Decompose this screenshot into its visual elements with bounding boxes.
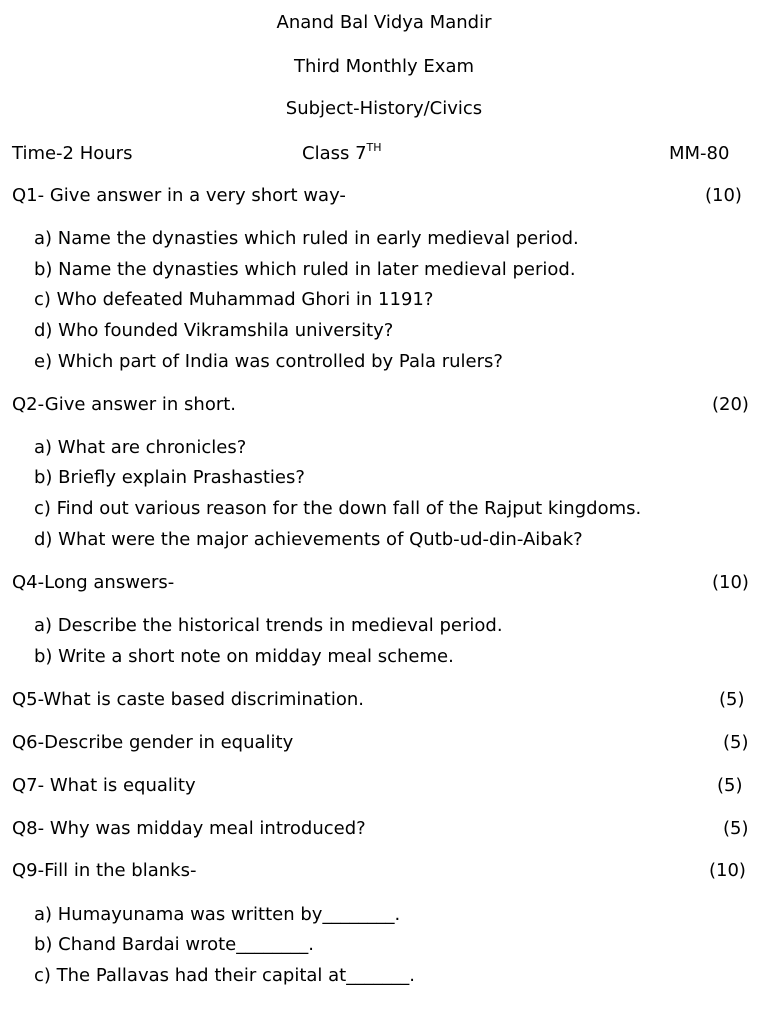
q9-item-a: a) Humayunama was written by________. [34, 904, 401, 925]
q4-item-a: a) Describe the historical trends in medieval period. [34, 615, 503, 636]
q1-item-e: e) Which part of India was controlled by Pala rulers? [34, 351, 503, 372]
q2-item-a: a) What are chronicles? [34, 437, 247, 458]
q1-item-d: d) Who founded Vikramshila university? [34, 320, 394, 341]
q1-title: Q1- Give answer in a very short way- [12, 185, 346, 206]
q5-marks: (5) [719, 689, 745, 710]
q1-item-c: c) Who defeated Muhammad Ghori in 1191? [34, 289, 434, 310]
exam-title: Third Monthly Exam [293, 56, 475, 77]
school-name: Anand Bal Vidya Mandir [276, 12, 492, 33]
q1-item-b: b) Name the dynasties which ruled in later medieval period. [34, 259, 576, 280]
q4-marks: (10) [712, 572, 749, 593]
q4-item-b: b) Write a short note on midday meal scheme. [34, 646, 454, 667]
q8-marks: (5) [723, 818, 749, 839]
q5-title: Q5-What is caste based discrimination. [12, 689, 364, 710]
max-marks: MM-80 [669, 143, 730, 164]
q9-item-b: b) Chand Bardai wrote________. [34, 934, 314, 955]
q2-item-c: c) Find out various reason for the down fall of the Rajput kingdoms. [34, 498, 642, 519]
class-info [302, 143, 382, 165]
class-superscript: TH [366, 141, 382, 154]
q1-marks: (10) [705, 185, 742, 206]
q2-item-b: b) Briefly explain Prashasties? [34, 467, 305, 488]
q2-title: Q2-Give answer in short. [12, 394, 237, 415]
q9-title: Q9-Fill in the blanks- [12, 860, 197, 881]
q7-marks: (5) [717, 775, 743, 796]
q7-title: Q7- What is equality [12, 775, 196, 796]
q9-marks: (10) [709, 860, 746, 881]
q6-marks: (5) [723, 732, 749, 753]
q2-item-d: d) What were the major achievements of Qutb-ud-din-Aibak? [34, 529, 583, 550]
subject-title: Subject-History/Civics [285, 98, 483, 119]
class-label: Class 7 [302, 143, 367, 164]
q9-item-c: c) The Pallavas had their capital at_______. [34, 965, 415, 986]
q4-title: Q4-Long answers- [12, 572, 175, 593]
q1-item-a: a) Name the dynasties which ruled in early medieval period. [34, 228, 579, 249]
q6-title: Q6-Describe gender in equality [12, 732, 294, 753]
q2-marks: (20) [712, 394, 749, 415]
q8-title: Q8- Why was midday meal introduced? [12, 818, 366, 839]
time-allowed: Time-2 Hours [12, 143, 133, 164]
